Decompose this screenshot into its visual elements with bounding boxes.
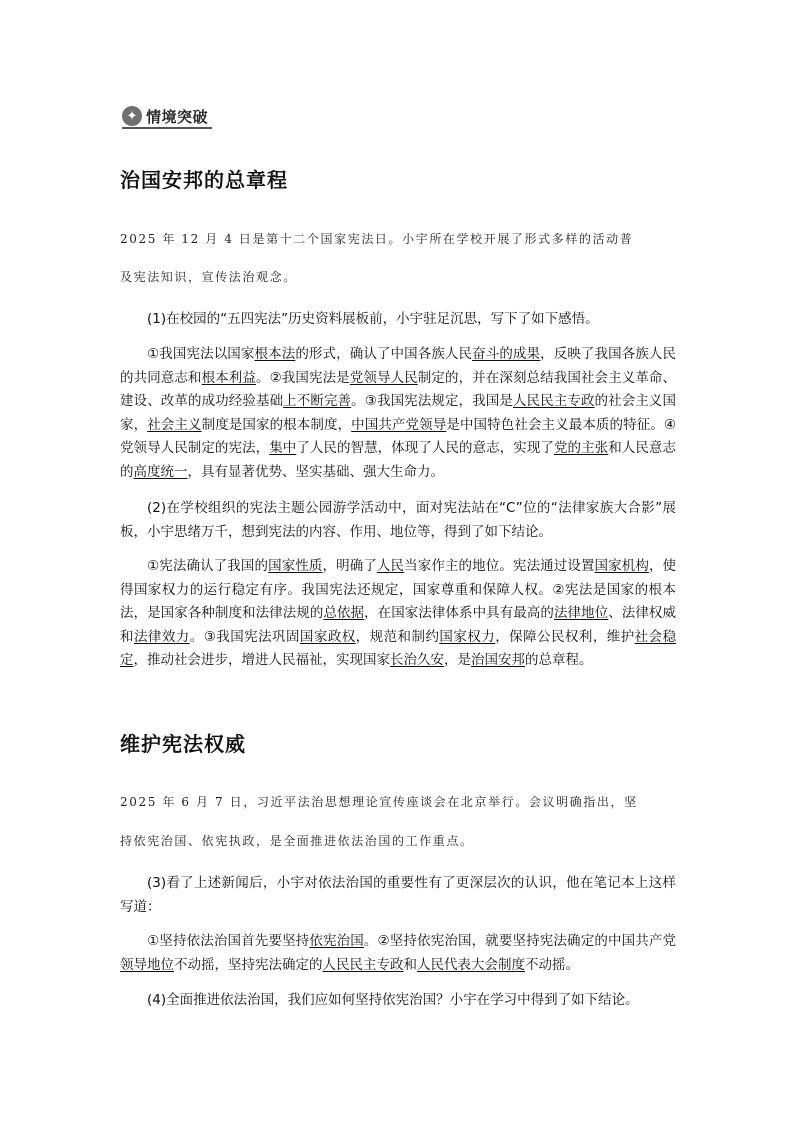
answer-text: ，反映了我国各族人民的共同意志和 bbox=[120, 346, 677, 386]
underlined-key-term: 根本利益 bbox=[201, 369, 256, 386]
answer-text: 。②我国宪法是 bbox=[255, 369, 350, 386]
answer-text: ①宪法确认了我国的 bbox=[147, 558, 269, 574]
answer-text: 了人民的智慧，体现了人民的意志，实现了 bbox=[296, 440, 554, 456]
answer-text: 和人民意志的 bbox=[120, 440, 676, 480]
underlined-key-term: 人民 bbox=[376, 558, 405, 574]
answer-text: ，推动社会进步，增进人民福祉，实现国家 bbox=[133, 652, 390, 668]
underlined-key-term: 国家性质 bbox=[268, 558, 323, 574]
underlined-key-term: 中国共产党领导 bbox=[351, 416, 447, 433]
underlined-key-term: 治国安邦 bbox=[471, 652, 525, 668]
underlined-key-term: 党领导人民 bbox=[349, 369, 418, 386]
answer-text: 制度是国家的根本制度， bbox=[201, 416, 352, 433]
underlined-key-term: 法律地位 bbox=[554, 605, 609, 621]
underlined-key-term: 奋斗的成果 bbox=[472, 346, 541, 362]
underlined-key-term: 法律效力 bbox=[133, 628, 190, 645]
underlined-key-term: 国家政权 bbox=[299, 628, 356, 645]
answer-text: 制定的，并在深刻总结我国社会主义革命、建设、改革的成功经验基础 bbox=[120, 369, 677, 409]
answer-text: 的形式，确认了中国各族人民 bbox=[295, 346, 473, 362]
badge-underline bbox=[122, 127, 212, 129]
underlined-key-term: 上不断完善 bbox=[283, 393, 352, 409]
answer-text: ，明确了 bbox=[322, 558, 377, 574]
answer-text: 的社会主义国家， bbox=[120, 393, 677, 433]
q1-prompt bbox=[120, 308, 676, 332]
section-badge-label: 情境突破 bbox=[146, 107, 209, 126]
answer-text: 当家作主的地位。宪法通过设置 bbox=[404, 558, 595, 574]
section2-news-line-1: 2025 年 6 月 7 日，习近平法治思想理论宣传座谈会在北京举行。会议明确指出，坚 bbox=[120, 795, 638, 809]
underlined-key-term: 依宪治国 bbox=[309, 933, 364, 949]
section2-news-line-2: 持依宪治国、依宪执政，是全面推进依法治国的工作重点。 bbox=[120, 834, 474, 848]
answer-text: 不动摇。 bbox=[525, 956, 579, 973]
underlined-key-term: 社会主义 bbox=[147, 416, 202, 433]
underlined-key-term: 高度统一 bbox=[133, 463, 188, 480]
q1-prompt-text: (1)在校园的“五四宪法”历史资料展板前，小宇驻足沉思，写下了如下感悟。 bbox=[147, 311, 599, 327]
answer-text: 是中国特色社会主义最本质的特征。④党领导人民制定的宪法， bbox=[120, 416, 677, 456]
underlined-key-term: 总依据 bbox=[323, 605, 365, 621]
answer-text: 的总章程。 bbox=[525, 652, 593, 668]
underlined-key-term: 党的主张 bbox=[554, 440, 609, 456]
answer-text: 和 bbox=[403, 956, 417, 973]
answer-text: ，在国家法律体系中具有最高的 bbox=[364, 605, 554, 621]
underlined-key-term: 长治久安 bbox=[390, 652, 444, 668]
answer-text: ，具有显著优势、坚实基础、强大生命力。 bbox=[187, 463, 444, 480]
answer-text: 、法律权威和 bbox=[120, 605, 676, 645]
section2-title: 维护宪法权威 bbox=[120, 732, 246, 756]
q3-prompt bbox=[120, 872, 676, 919]
answer-text: ，保障公民权利，维护 bbox=[495, 628, 635, 645]
answer-text: 不动摇，坚持宪法确定的 bbox=[174, 956, 323, 973]
underlined-key-term: 人民民主专政 bbox=[322, 956, 404, 973]
section1-news-line-1: 2025 年 12 月 4 日是第十二个国家宪法日。小宇所在学校开展了形式多样的活动普 bbox=[120, 232, 634, 246]
answer-text: ，规范和制约 bbox=[355, 628, 440, 645]
q2-prompt bbox=[120, 497, 676, 544]
answer-text: ①坚持依法治国首先要坚持 bbox=[147, 933, 310, 949]
section1-news-line-2: 及宪法知识，宣传法治观念。 bbox=[120, 270, 297, 284]
section-badge bbox=[122, 105, 208, 127]
q2-answer bbox=[120, 555, 676, 673]
underlined-key-term: 国家权力 bbox=[439, 628, 496, 645]
q3-answer bbox=[120, 930, 676, 977]
underlined-key-term: 集中 bbox=[269, 440, 297, 456]
underlined-key-term: 人民代表大会制度 bbox=[417, 956, 525, 973]
q4-prompt-text: (4)全面推进依法治国，我们应如何坚持依宪治国？小宇在学习中得到了如下结论。 bbox=[147, 992, 639, 1008]
underlined-key-term: 领导地位 bbox=[120, 956, 174, 973]
q3-prompt-text: (3)看了上述新闻后，小宇对依法治国的重要性有了更深层次的认识，他在笔记本上这样写道： bbox=[120, 875, 676, 915]
q4-prompt bbox=[120, 989, 676, 1013]
underlined-key-term: 国家机构 bbox=[594, 558, 649, 574]
answer-text: ，是 bbox=[444, 652, 471, 668]
answer-text: 。③我国宪法巩固 bbox=[189, 628, 300, 645]
section1-title: 治国安邦的总章程 bbox=[120, 168, 288, 192]
answer-text: 。③我国宪法规定，我国是 bbox=[351, 393, 513, 409]
answer-text: ，使得国家权力的运行稳定有序。我国宪法还规定，国家尊重和保障人权。②宪法是国家的根本法，是国家各种制度和法律法规的 bbox=[120, 558, 677, 621]
star-icon: ✦ bbox=[122, 106, 142, 126]
underlined-key-term: 根本法 bbox=[254, 346, 296, 362]
underlined-key-term: 人民民主专政 bbox=[512, 393, 595, 409]
answer-text: 。②坚持依宪治国，就要坚持宪法确定的中国共产党 bbox=[363, 933, 677, 949]
underlined-key-term: 社会稳定 bbox=[120, 628, 677, 668]
answer-text: ①我国宪法以国家 bbox=[147, 346, 255, 362]
q2-prompt-text: (2)在学校组织的宪法主题公园游学活动中，面对宪法站在“C”位的“法律家族大合影”展板，小宇思绪万千，想到宪法的内容、作用、地位等，得到了如下结论。 bbox=[120, 500, 676, 540]
q1-answer bbox=[120, 343, 676, 484]
